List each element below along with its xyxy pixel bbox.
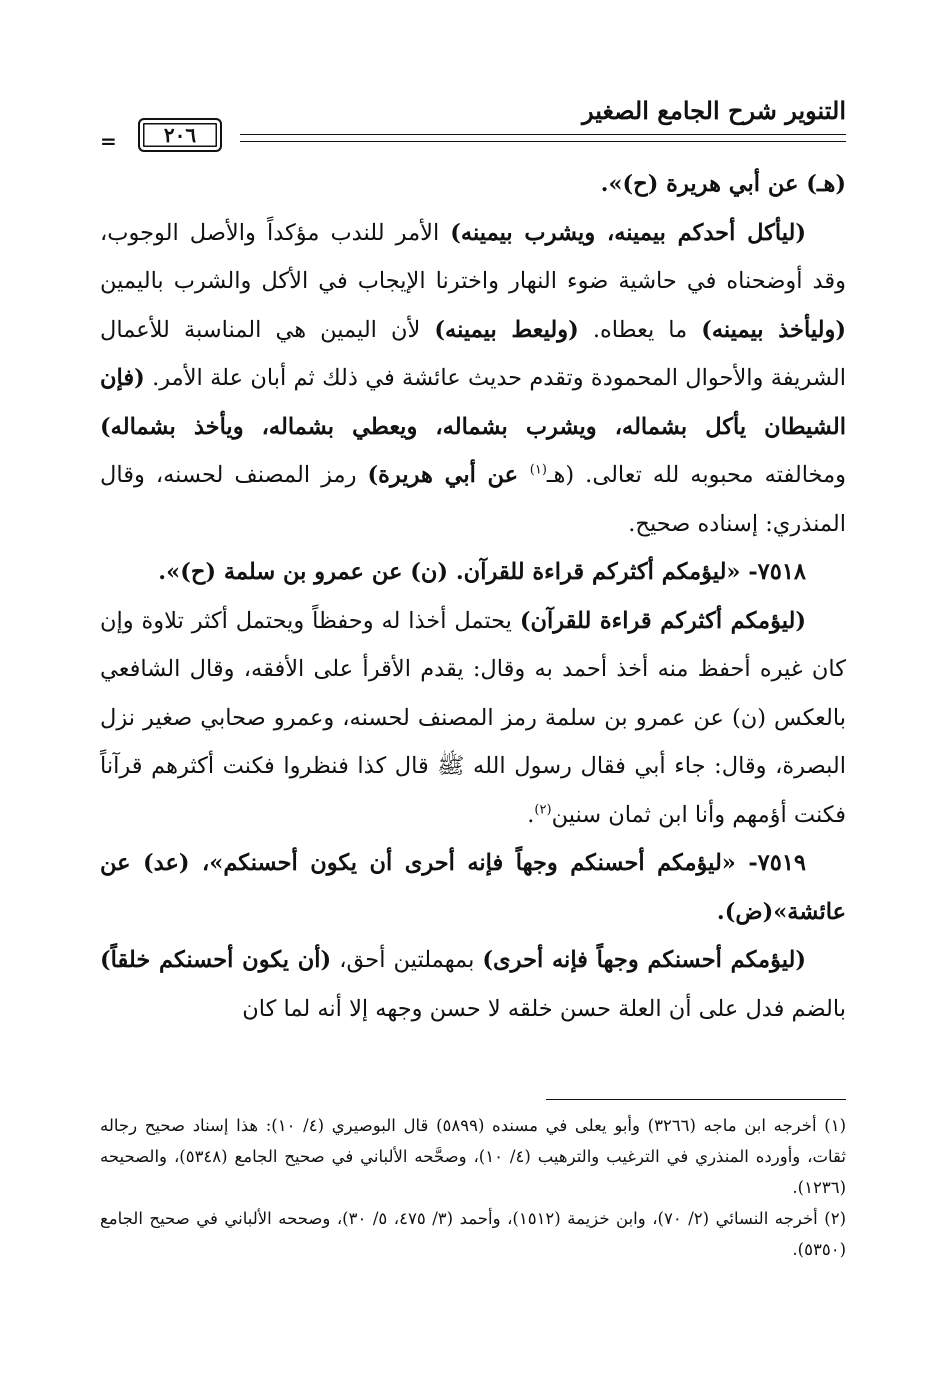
footnotes: [100, 1110, 846, 1265]
commentary-text: بمهملتين أحق،: [331, 947, 483, 973]
quoted-hadith-text: (فإن الشيطان يأكل بشماله، ويشرب بشماله، ويعطي بشماله، ويأخذ بشماله): [100, 365, 846, 440]
paragraph-commentary-7519: [100, 936, 846, 1033]
footnote-marker: (٢): [534, 802, 552, 817]
header-rule-tick: =: [100, 129, 117, 153]
quoted-hadith-text: (وليأخذ بيمينه): [701, 316, 846, 343]
source-citation: (هـ) عن أبي هريرة (ح)».: [600, 171, 846, 197]
quoted-hadith-text: (ليؤمكم أحسنكم وجهاً فإنه أحرى): [482, 947, 806, 973]
paragraph-commentary-7518: [100, 597, 846, 840]
header-rule-top: [240, 134, 846, 135]
commentary-text: يحتمل أخذا له وحفظاً ويحتمل أكثر تلاوة وإن كان غيره أحفظ منه أخذ أحمد به وقال: يقدم الأقرأ على الأفقه، وقال الشافعي بالعكس (ن) عن عمرو بن سلمة رمز المصنف لحسنه، وعمرو صحابي صغير نزل البصرة، وقال: جاء أبي فقال رسول الله ﷺ قال كذا فنظروا فكنت أكثرهم قرآناً فكنت أؤمهم وأنا ابن ثمان سنين: [100, 607, 846, 828]
main-text: [100, 160, 846, 1033]
footnote-1: (١) أخرجه ابن ماجه (٣٢٦٦) وأبو يعلى في مسنده (٥٨٩٩) قال البوصيري (٤/ ١٠): هذا إسناد صحيح رجاله ثقات، وأورده المنذري في الترغيب والترهيب (٤/ ١٠)، وصحَّحه الألباني في صحيح الجامع (٥٣٤٨)، والصحيحه (١٢٣٦).: [100, 1116, 846, 1197]
commentary-text: بالضم فدل على أن العلة حسن خلقه لا حسن وجهه إلا أنه لما كان: [242, 995, 846, 1022]
hadith-7519: [100, 839, 846, 936]
hadith-7518: [100, 548, 846, 597]
commentary-text: رمز المصنف لحسنه، وقال المنذري: إسناده صحيح.: [100, 462, 846, 537]
quoted-hadith-text: (أن يكون أحسنكم خلقاً): [100, 947, 332, 973]
header-rule-bottom: [240, 141, 846, 142]
footnote-2: (٢) أخرجه النسائي (٢/ ٧٠)، وابن خزيمة (١٥١٢)، وأحمد (٣/ ٤٧٥، ٥/ ٣٠)، وصححه الألباني في صحيح الجامع (٥٣٥٠).: [100, 1209, 846, 1259]
quoted-hadith-text: (وليعط بيمينه): [434, 316, 579, 343]
quoted-hadith-text: عن أبي هريرة): [367, 462, 530, 488]
paragraph-commentary-7517: [100, 209, 846, 549]
page-number: ٢٠٦: [163, 123, 197, 147]
running-header-title: التنوير شرح الجامع الصغير: [582, 96, 846, 125]
commentary-text: الأمر للندب مؤكداً والأصل الوجوب، وقد أوضحناه في حاشية ضوء النهار واخترنا الإيجاب في الأكل والشرب باليمين: [100, 219, 846, 294]
page-number-box: [138, 118, 222, 152]
commentary-text: ما يعطاه.: [578, 316, 702, 343]
footnote-separator: [546, 1099, 846, 1100]
commentary-text: لأن اليمين هي المناسبة للأعمال الشريفة والأحوال المحمودة وتقدم حديث عائشة في ذلك ثم أبان علة الأمر.: [100, 316, 846, 391]
footnote-marker: (١): [529, 462, 547, 478]
commentary-text: ومخالفته محبوبه لله تعالى. (هـ: [546, 462, 846, 488]
quoted-hadith-text: (ليؤمكم أكثركم قراءة للقرآن): [519, 607, 807, 634]
hadith-text: ٧٥١٩- «ليؤمكم أحسنكم وجهاً فإنه أحرى أن يكون أحسنكم»، (عد) عن عائشة»(ض).: [100, 850, 846, 925]
hadith-text: ٧٥١٨- «ليؤمكم أكثركم قراءة للقرآن. (ن) عن عمرو بن سلمة (ح)».: [158, 559, 806, 585]
commentary-text: .: [527, 801, 535, 828]
quoted-hadith-text: (ليأكل أحدكم بيمينه، ويشرب بيمينه): [450, 219, 806, 246]
paragraph-source-line: [100, 160, 846, 209]
